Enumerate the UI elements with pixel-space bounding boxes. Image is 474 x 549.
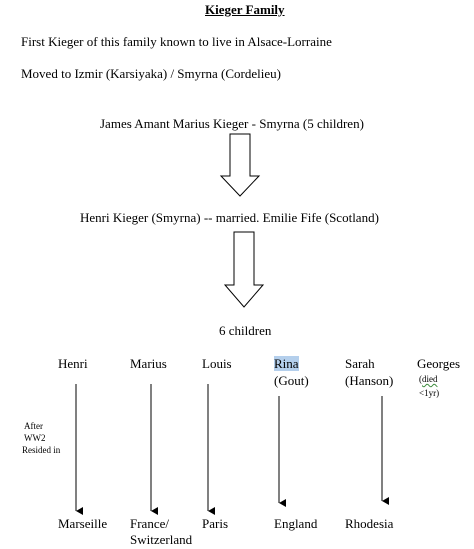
diagram-title: Kieger Family (205, 2, 285, 17)
annotation-after: After (24, 421, 43, 431)
rina-highlight: Rina (274, 356, 299, 371)
residence-rina: England (274, 516, 318, 531)
annotation-ww2: WW2 (24, 433, 46, 443)
residence-henri: Marseille (58, 516, 108, 531)
intro-line-smyrna: Moved to Izmir (Karsiyaka) / Smyrna (Cordelieu) (21, 66, 281, 81)
residence-marius-2: Switzerland (130, 532, 193, 547)
residence-louis: Paris (202, 516, 228, 531)
child-georges-note-2: <1yr) (419, 388, 440, 398)
died-word: died (422, 374, 438, 384)
child-rina-name (274, 356, 299, 372)
child-rina-note: (Gout) (274, 373, 309, 388)
child-sarah-name: Sarah (345, 356, 375, 371)
child-marius-name: Marius (130, 356, 167, 371)
child-louis-name: Louis (202, 356, 232, 371)
child-sarah-note: (Hanson) (345, 373, 394, 388)
annotation-resided-in: Resided in (22, 445, 61, 455)
residence-sarah: Rhodesia (345, 516, 394, 531)
children-heading: 6 children (219, 323, 272, 338)
generation-1-label: James Amant Marius Kieger - Smyrna (5 children) (100, 116, 364, 131)
child-georges-note: (died (419, 374, 438, 384)
block-arrow-down-1 (221, 134, 259, 196)
block-arrow-down-2 (225, 232, 263, 307)
residence-marius: France/ (130, 516, 169, 531)
child-henri-name: Henri (58, 356, 88, 371)
intro-line-alsace: First Kieger of this family known to live in Alsace-Lorraine (21, 34, 332, 49)
child-georges-name: Georges (417, 356, 461, 371)
generation-2-label: Henri Kieger (Smyrna) -- married. Emilie Fife (Scotland) (80, 210, 379, 225)
